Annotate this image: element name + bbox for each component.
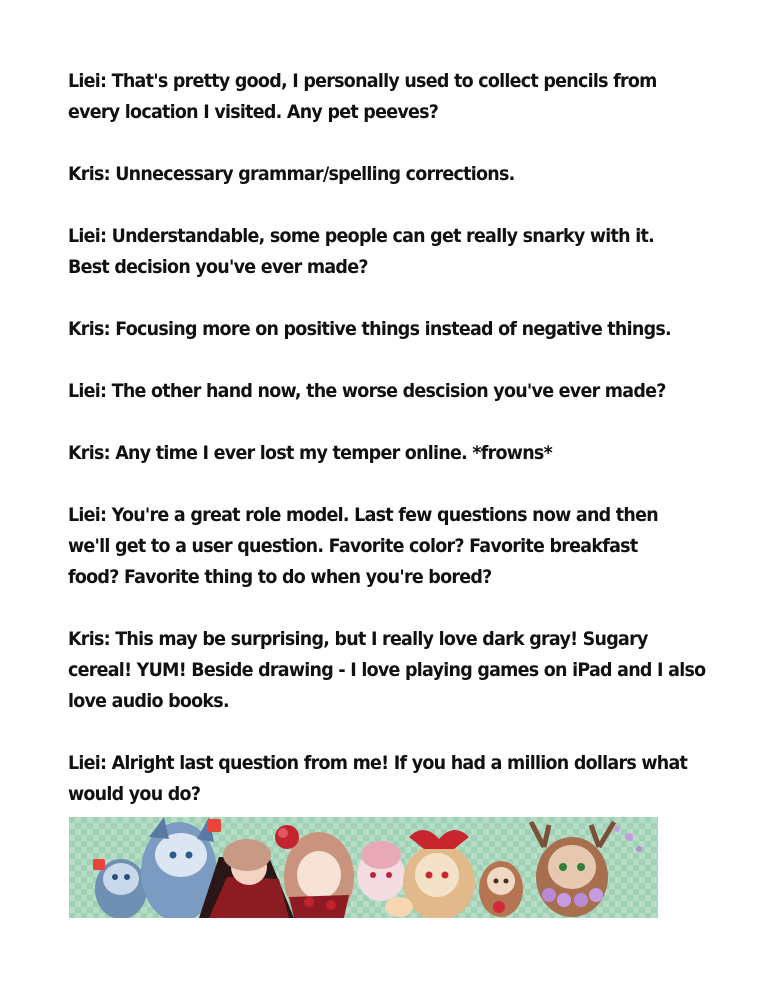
text-line: Kris: This may be surprising, but I really love dark gray! Sugary xyxy=(68,628,648,650)
text-line: Liei: The other hand now, the worse descision you've ever made? xyxy=(68,380,666,402)
text-line: cereal! YUM! Beside drawing - I love playing games on iPad and I also xyxy=(68,659,706,681)
paragraph-5 xyxy=(68,376,712,407)
paragraph-1 xyxy=(68,66,712,128)
small-deer-figure xyxy=(479,861,523,917)
text-line: Kris: Any time I ever lost my temper online. *frowns* xyxy=(68,442,553,464)
character-lineup-illustration xyxy=(69,817,658,918)
text-line: Liei: Alright last question from me! If you had a million dollars what xyxy=(68,752,688,774)
pink-creature-figure xyxy=(357,841,405,901)
blue-wolf-figure xyxy=(95,817,217,918)
text-line: Kris: Focusing more on positive things instead of negative things. xyxy=(68,318,671,340)
text-line: food? Favorite thing to do when you're bored? xyxy=(68,566,492,588)
character-banner xyxy=(69,817,658,918)
paragraph-6 xyxy=(68,438,712,469)
text-line: Liei: You're a great role model. Last few questions now and then xyxy=(68,504,658,526)
text-line: Kris: Unnecessary grammar/spelling corrections. xyxy=(68,163,515,185)
text-line: every location I visited. Any pet peeves? xyxy=(68,101,439,123)
text-line: love audio books. xyxy=(68,690,229,712)
text-line: Liei: Understandable, some people can get really snarky with it. xyxy=(68,225,654,247)
paragraph-2 xyxy=(68,159,712,190)
text-line: Best decision you've ever made? xyxy=(68,256,368,278)
interview-text xyxy=(68,66,708,841)
text-line: would you do? xyxy=(68,783,201,805)
paragraph-3 xyxy=(68,221,712,283)
antlered-deer-figure xyxy=(531,822,642,917)
text-line: Liei: That's pretty good, I personally used to collect pencils from xyxy=(68,70,657,92)
paragraph-4 xyxy=(68,314,712,345)
paragraph-8 xyxy=(68,624,712,717)
paragraph-9 xyxy=(68,748,712,810)
paragraph-7 xyxy=(68,500,712,593)
text-line: we'll get to a user question. Favorite color? Favorite breakfast xyxy=(68,535,638,557)
